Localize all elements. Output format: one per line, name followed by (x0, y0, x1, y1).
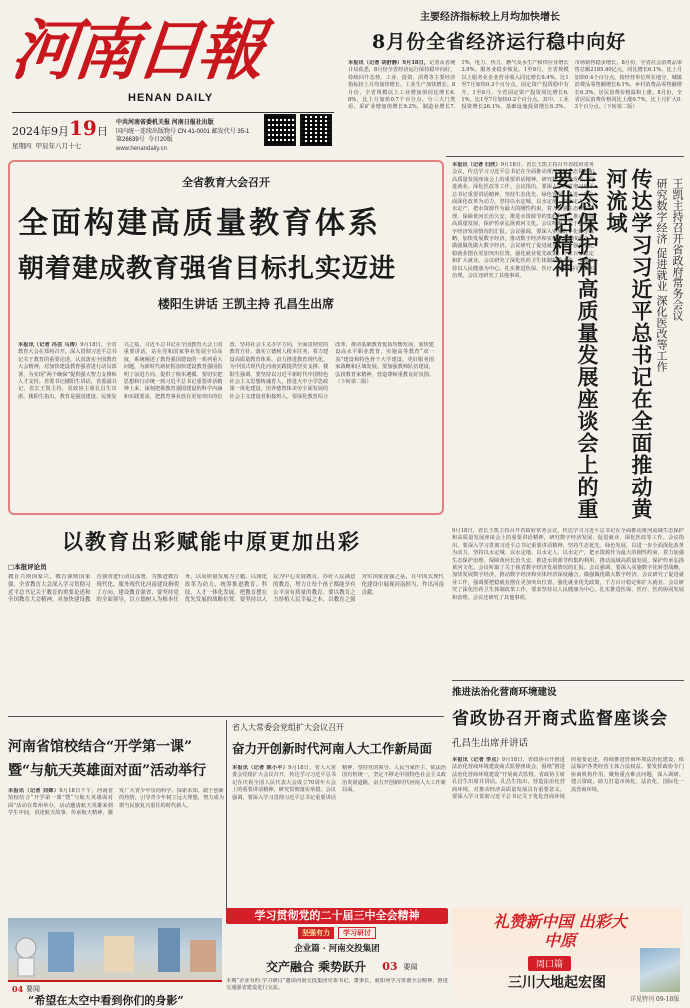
study-desc: 本期“企业有约·学习研讨”邀请河南交投集团党委书记、董事长，就如何学习贯彻全会精神、推进交通强省建设进行交流。 (226, 978, 448, 992)
right-article (452, 160, 684, 680)
study-banner[interactable] (226, 908, 448, 1004)
space-class-body (8, 788, 224, 926)
cppcc-body (452, 757, 684, 907)
photo-area (8, 918, 222, 980)
commentary-label: □本报评论员 (8, 563, 47, 571)
npc-text: 9月18日，省人大常委会党组扩大会议召开，传达学习习近平总书记在庆祝全国人民代表大会成立70周年大会上的重要讲话精神，研究贯彻落实举措。会议强调，要深入学习贯彻习近平总书记重要讲话精神，坚持党的领导、人民当家作主、依法治国有机统一，坚定不移走中国特色社会主义政治发展道路，奋力开创新时代河南人大工作新局面。 (232, 765, 446, 801)
right-vertical-small (654, 178, 684, 508)
promo-title: 礼赞新中国 出彩大中原 (493, 912, 627, 950)
promo-note: 详见特刊 09-18版 (630, 996, 680, 1003)
publisher-info (116, 119, 266, 153)
lunar-date: 甲辰年八月十七 (35, 142, 82, 150)
qr-code-1[interactable] (264, 114, 296, 146)
cppcc-text: 9月18日，省政协召开推进法治化营商环境建设商式监督座谈会，围绕“推进法治化营商环境建设”开展商式监督。省政协主席孔昌生出席并讲话。孔昌生指出，营造法治化营商环境，对推动经济高质量发展具有重要意义。要深入学习贯彻习近平总书记关于优化营商环境的重要论述，持续推进营商环境法治化建设，依法保护各类经营主体合法权益。要发挥政协专门协商机构作用，聚焦重点难点问题，深入调研、建言资政，助力打造市场化、法治化、国际化一流营商环境。 (452, 757, 684, 801)
lead-story (8, 160, 444, 515)
mid-headline[interactable]: 以教育出彩赋能中原更加出彩 (62, 529, 361, 554)
lead-subhead: 楼阳生讲话 王凯主持 孔昌生出席 (157, 297, 335, 311)
cppcc-headline[interactable]: 省政协召开商式监督座谈会 (452, 709, 668, 729)
right-article-continued (452, 528, 684, 668)
masthead-title: 河南日報 (7, 11, 265, 89)
masthead-english: HENAN DAILY (128, 92, 214, 104)
top-news-headline[interactable]: 8月份全省经济运行稳中向好 (372, 31, 627, 53)
date-block (12, 116, 112, 150)
issue-number: 第26639号 (116, 137, 145, 143)
space-class-text: 9月18日下午，河南省馆校结合“开学第一课”暨“与航天英雄面对面”活动在郑州举办，活动邀请航天英雄来到学生中间，讲述航天故事，传承航天精神，激发广大青少年崇尚科学、探索未知、敢于创新的热情，引导青少年树立远大理想，努力成为堪当民族复兴重任的时代新人。 (8, 788, 224, 817)
cppcc-byline: 本报讯（记者 李点） (452, 757, 502, 763)
teaser-headline: “希望在太空中看到你们的身影” (28, 994, 184, 1007)
teaser-page-number: 04 (12, 984, 24, 994)
lead-headline-1[interactable]: 全面构建高质量教育体系 (18, 206, 381, 241)
date-day: 19 (69, 116, 97, 140)
publisher: 中共河南省委机关报 (116, 120, 171, 126)
promo-headline: 三川大地起宏图 (508, 975, 606, 991)
npc-headline[interactable]: 奋力开创新时代河南人大工作新局面 (232, 741, 433, 756)
date-prefix: 2024年9月 (12, 125, 69, 138)
commentary (8, 562, 444, 712)
lead-byline: 本报讯（记者 冯芸 马涛） (18, 342, 81, 348)
cppcc-sub: 孔昌生出席并讲话 (452, 738, 529, 749)
promo-photo (640, 948, 680, 992)
lead-kicker: 全省教育大会召开 (182, 176, 270, 189)
commentary-body: 教育兴则国家兴，教育强则国家强。全省教育大会深入学习贯彻习近平总书记关于教育的重要论述和全国教育大会精神，对加快建设教育强省进行动员部署，为推进教育现代化、服务现代化河南建设指明了方向。建设教育强省，要坚持党的全面领导，以立德树人为根本任务，以高质量发展为主题，以深化改革为动力，统筹推进教育、科技、人才一体化发展，把教育摆在优先发展的战略位置。要坚持以人民为中心发展教育，办好人民满意的教育，努力让每个孩子都能享有公平而有质量的教育。要以教育之力厚植人民幸福之本，以教育之强夯实国家富强之基，在中国式现代化建设中展现河南担当、作出河南贡献。 (8, 574, 444, 604)
date-suffix: 日 (96, 125, 108, 138)
right-article-text-continued: 9月18日，省长王凯主持召开省政府常务会议，传达学习习近平总书记在全面推动黄河流域生态保护和高质量发展座谈会上的重要讲话精神，研究数字经济发展、促进就业、深化医改等工作。会议指出，要深入学习贯彻习近平总书记重要讲话精神，坚持生态优先、绿色发展，以进一步全面深化改革为动力，坚持以水定城、以水定地、以水定人、以水定产，把水资源作为最大的刚性约束，着力加强生态保护治理，保障黄河长治久安，推进水资源节约集约利用，推动流域高质量发展，保护传承弘扬黄河文化。会议听取了关于我省数字经济发展情况的汇报。会议强调，要深入实施数字化转型战略，加快发展数字经济，推动数字经济和实体经济深度融合，做强做优做大数字经济。会议研究了促进就业工作，强调要把稳就业摆在更加突出位置，强化就业优先政策，千方百计稳定和扩大就业。会议研究了深化医药卫生体制改革工作，要求坚持以人民健康为中心，扎实推进医保、医疗、医药协同发展和治理。会议还研究了其他事项。 (452, 528, 684, 601)
top-news-kicker: 主要经济指标较上月均加快增长 (420, 12, 560, 23)
npc-byline: 本报讯（记者 陈小平） (232, 765, 289, 771)
teaser-left[interactable] (8, 980, 222, 1006)
cppcc-article (452, 684, 684, 904)
right-vertical-headline-2: 生态保护和高质量发展座谈会上的重要讲话精神 (550, 168, 600, 520)
space-class-headline-1[interactable]: 河南省馆校结合“开学第一课” (8, 739, 193, 755)
space-class-article (8, 736, 224, 920)
top-news-byline: 本报讯（记者 胡舒静）9月18日， (348, 60, 430, 66)
npc-kicker: 省人大常委会党组扩大会议召开 (232, 723, 344, 732)
masthead (8, 6, 334, 156)
promo-week: 周口篇 (528, 956, 571, 971)
top-news-body (348, 60, 682, 160)
space-class-byline: 本报讯（记者 刘婵） (8, 788, 60, 794)
qr-code-2[interactable] (300, 114, 332, 146)
page-count: 今日20版 (148, 137, 173, 143)
top-news (348, 8, 682, 154)
lead-headline-2[interactable]: 朝着建成教育强省目标扎实迈进 (18, 254, 397, 284)
space-class-headline-2[interactable]: 暨“与航天英雄面对面”活动举行 (8, 763, 207, 779)
right-vertical-small-2: 研究数字经济 促进就业 深化医改等工作 (655, 178, 668, 372)
npc-article (232, 722, 446, 918)
study-banner-headline: 交产融合 乘势跃升 (266, 960, 367, 974)
code2: 邮发代号 35-1 (211, 128, 250, 135)
right-article-text: 9月18日，省长王凯主持召开省政府常务会议，传达学习习近平总书记在全面推动黄河流域生态保护和高质量发展座谈会上的重要讲话精神，研究数字经济发展、促进就业、深化医改等工作。会议指出，要深入学习贯彻习近平总书记重要讲话精神，坚持生态优先、绿色发展，以进一步全面深化改革为动力，坚持以水定城、以水定地、以水定人、以水定产，把水资源作为最大的刚性约束，着力加强生态保护治理，保障黄河长治久安，推进水资源节约集约利用，推动流域高质量发展，保护传承弘扬黄河文化。会议听取了关于我省数字经济发展情况的汇报。会议强调，要深入实施数字化转型战略，加快发展数字经济，推动数字经济和实体经济深度融合，做强做优做大数字经济。会议研究了促进就业工作，强调要把稳就业摆在更加突出位置，强化就业优先政策，千方百计稳定和扩大就业。会议研究了深化医药卫生体制改革工作，要求坚持以人民健康为中心，扎实推进医保、医疗、医药协同发展和治理。会议还研究了其他事项。 (452, 162, 594, 280)
code1: 国内统一连续出版物号 CN 41-0001 (116, 128, 211, 135)
lead-body (18, 342, 434, 554)
right-vertical-small-1: 王凯主持召开省政府常务会议 (671, 178, 684, 321)
weekday: 星期四 (12, 142, 32, 150)
agency: 河南日报社出版 (171, 120, 214, 126)
study-sponsor: 企业篇 · 河南交投集团 (294, 944, 380, 954)
website[interactable]: www.henandaily.cn (116, 145, 167, 152)
study-tag-1: 坚强有力 (298, 927, 334, 939)
right-vertical-headline[interactable] (550, 168, 654, 538)
study-page-number: 03 (382, 960, 398, 973)
promo-box[interactable] (452, 908, 682, 1004)
study-banner-title: 学习贯彻党的二十届三中全会精神 (226, 908, 448, 924)
cppcc-kicker: 推进法治化营商环境建设 (452, 687, 557, 698)
right-article-byline: 本报讯（记者 归欣） (452, 162, 501, 168)
study-tag-2: 学习研讨 (338, 927, 376, 939)
study-page-label: 要闻 (403, 962, 418, 971)
right-vertical-headline-1: 传达学习习近平总书记在全面推动黄河流域 (604, 168, 654, 520)
teaser-page-label: 要闻 (26, 985, 40, 993)
lead-text: 9月18日，全省教育大会在郑州召开，深入贯彻习近平总书记关于教育的重要论述，认真落实全国教育大会精神，对加快建设教育强省进行动员部署，为实现“两个确保”提供强大智力支撑和人才支持。省委书记楼阳生讲话，省委副书记、省长王凯主持，省政协主席孔昌生出席。楼阳生指出，教育是强国建设、民族复兴之基。习近平总书记在全国教育大会上的重要讲话，站在党和国家事业发展全局高度，系统阐述了教育强国建设的一系列重大问题，为新时代新征程加快建设教育强国指明了前进方向、提供了根本遵循。要切实把思想和行动统一到习近平总书记重要讲话精神上来，深刻把握教育强国建设的科学内涵和实践要求，把教育事业放在更加突出的位置，坚持社会主义办学方向，全面贯彻党的教育方针，落实立德树人根本任务，着力建设高质量教育体系，奋力推进教育现代化，为中国式现代化河南实践提供坚实支撑。楼阳生强调，要坚持以习近平新时代中国特色社会主义思想铸魂育人，推进大中小学思政课一体化建设，培养德智体美劳全面发展的社会主义建设者和接班人。要深化教育综合改革，推动基础教育优质均衡发展，加快建设高水平职业教育，实施高等教育“双一流”建设和特色骨干大学建设，更好服务国家战略和区域发展。要加强教师队伍建设，弘扬教育家精神，营造尊师重教良好氛围。（下转第二版） (18, 342, 434, 400)
photo-illustration (8, 918, 222, 980)
top-news-text: 记者从省统计局获悉，8月份全省经济运行保持稳中向好，持续回升态势。工业、投资、消费等主要经济指标较上月均加快增长。工业生产加快增长。8月份，全省规模以上工业增加值同比增长6.8%，比上月加快0.7个百分点。分三大门类看，采矿业增加值增长9.2%，制造业增长7.1%，电力、热力、燃气及水生产和供应业增长3.9%。服务业稳步恢复。1至8月，全省规模以上服务业企业营业收入同比增长9.4%，比1至7月加快0.3个百分点。固定资产投资稳中有升。1至8月，全省固定资产投资同比增长6.1%，比1至7月加快0.2个百分点。其中，工业投资增长26.1%，基础设施投资增长6.3%。市场销售稳步增长。8月份，全省社会消费品零售总额2185.40亿元，同比增长6.1%，比上月加快0.4个百分点。按经营单位所在地分，城镇消费品零售额增长6.1%，乡村消费品零售额增长6.3%。居民消费价格温和上涨。8月份，全省居民消费价格同比上涨0.7%，比上月扩大0.3个百分点。（下转第二版） (348, 60, 682, 111)
npc-body (232, 765, 446, 915)
